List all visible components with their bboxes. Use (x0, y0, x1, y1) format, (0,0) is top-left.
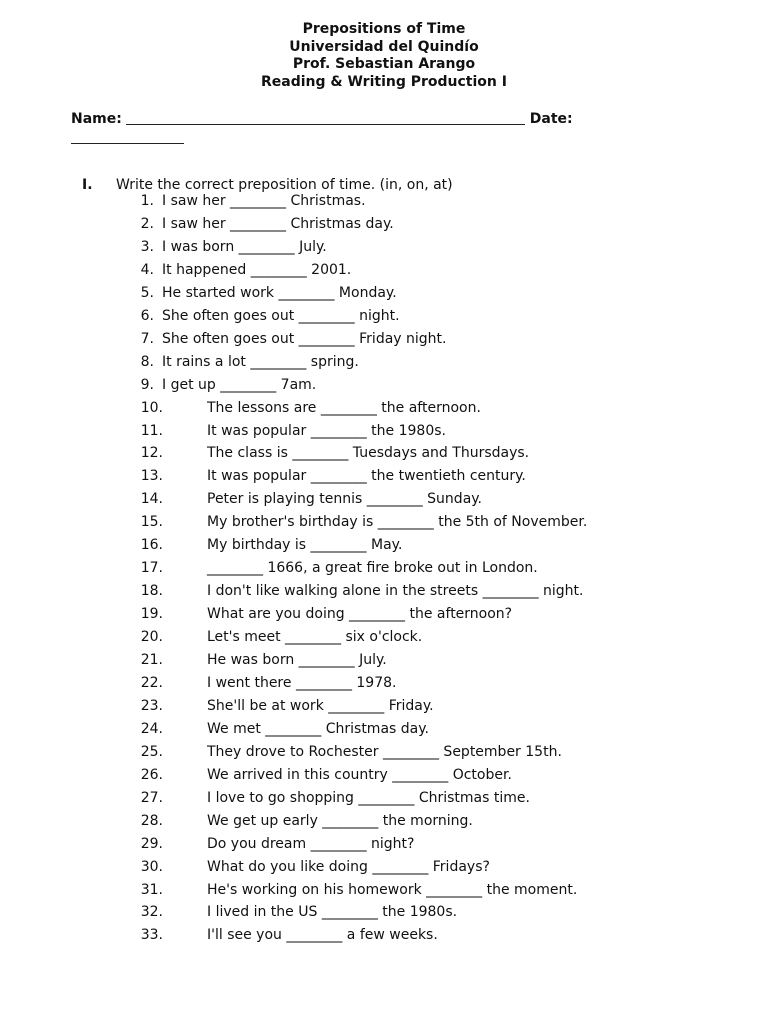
question-number: 24. (140, 720, 163, 737)
question-number: 19. (140, 606, 163, 623)
question-number: 23. (140, 697, 163, 714)
question-number: 4. (140, 261, 154, 278)
document-title: Prepositions of Time (302, 21, 466, 37)
question-number: 15. (140, 514, 163, 531)
question-number: 20. (140, 629, 163, 646)
question-number: 13. (140, 468, 163, 485)
question-number: 29. (140, 835, 163, 852)
date-label: Date: (529, 111, 573, 127)
question-number: 7. (140, 330, 154, 347)
question-text: We get up early ________ the morning. (207, 812, 473, 829)
question-text: They drove to Rochester ________ September 15th. (207, 743, 562, 760)
question-text: What are you doing ________ the afternoon? (207, 606, 513, 623)
question-text: I was born ________ July. (162, 238, 327, 255)
question-number: 8. (140, 353, 154, 370)
question-text: I get up ________ 7am. (162, 376, 317, 393)
question-text: What do you like doing ________ Fridays? (207, 858, 490, 875)
question-text: I don't like walking alone in the streets ________ night. (207, 583, 584, 600)
question-text: We met ________ Christmas day. (207, 720, 429, 737)
question-text: We arrived in this country ________ October. (207, 766, 512, 783)
name-label: Name: (71, 111, 122, 127)
question-number: 32. (140, 904, 163, 921)
question-number: 18. (140, 583, 163, 600)
question-text: I went there ________ 1978. (207, 674, 397, 691)
question-text: He started work ________ Monday. (162, 284, 397, 301)
question-text: The class is ________ Tuesdays and Thursdays. (207, 445, 530, 462)
question-text: I lived in the US ________ the 1980s. (207, 904, 458, 921)
question-text: ________ 1666, a great fire broke out in London. (207, 560, 538, 577)
question-number: 33. (140, 927, 163, 944)
question-number: 9. (140, 376, 154, 393)
question-number: 26. (140, 766, 163, 783)
question-number: 25. (140, 743, 163, 760)
question-text: The lessons are ________ the afternoon. (207, 399, 481, 416)
question-text: Peter is playing tennis ________ Sunday. (207, 491, 483, 508)
question-text: It rains a lot ________ spring. (162, 353, 359, 370)
question-number: 3. (140, 238, 154, 255)
question-number: 10. (140, 399, 163, 416)
section-instruction: Write the correct preposition of time. (in, on, at) (116, 177, 453, 193)
question-text: Let's meet ________ six o'clock. (207, 629, 423, 646)
question-number: 6. (140, 307, 154, 324)
question-text: My brother's birthday is ________ the 5th of November. (207, 514, 588, 531)
document-header (0, 21, 768, 91)
question-number: 28. (140, 812, 163, 829)
question-number: 12. (140, 445, 163, 462)
question-number: 31. (140, 881, 163, 898)
question-text: I love to go shopping ________ Christmas time. (207, 789, 530, 806)
question-number: 1. (140, 193, 154, 209)
name-date-row (71, 109, 573, 129)
professor-name: Prof. Sebastian Arango (292, 56, 476, 73)
question-text: I saw her ________ Christmas. (162, 193, 366, 209)
question-number: 27. (140, 789, 163, 806)
section-number: I. (82, 177, 93, 193)
question-number: 11. (140, 422, 163, 439)
name-blank (126, 124, 525, 125)
question-text: He was born ________ July. (207, 652, 387, 668)
question-text: My birthday is ________ May. (207, 537, 403, 554)
question-number: 14. (140, 491, 163, 508)
question-text: It was popular ________ the 1980s. (207, 422, 446, 439)
question-text: It was popular ________ the twentieth century. (207, 468, 526, 485)
university-name: Universidad del Quindío (289, 38, 479, 55)
question-text: I saw her ________ Christmas day. (162, 215, 394, 232)
question-text: He's working on his homework ________ the moment. (207, 881, 578, 898)
question-number: 16. (140, 537, 163, 554)
question-text: Do you dream ________ night? (207, 835, 415, 852)
question-text: I'll see you ________ a few weeks. (207, 927, 438, 944)
question-number: 2. (140, 215, 154, 232)
question-number: 30. (140, 858, 163, 875)
question-text: She'll be at work ________ Friday. (207, 697, 434, 714)
question-text: She often goes out ________ night. (162, 307, 400, 324)
date-blank (71, 131, 184, 144)
question-text: It happened ________ 2001. (162, 261, 352, 278)
course-name: Reading & Writing Production I (261, 73, 507, 90)
question-number: 17. (140, 560, 163, 577)
question-number: 21. (140, 652, 163, 668)
question-number: 5. (140, 284, 154, 301)
question-text: She often goes out ________ Friday night. (162, 330, 447, 347)
question-number: 22. (140, 674, 163, 691)
